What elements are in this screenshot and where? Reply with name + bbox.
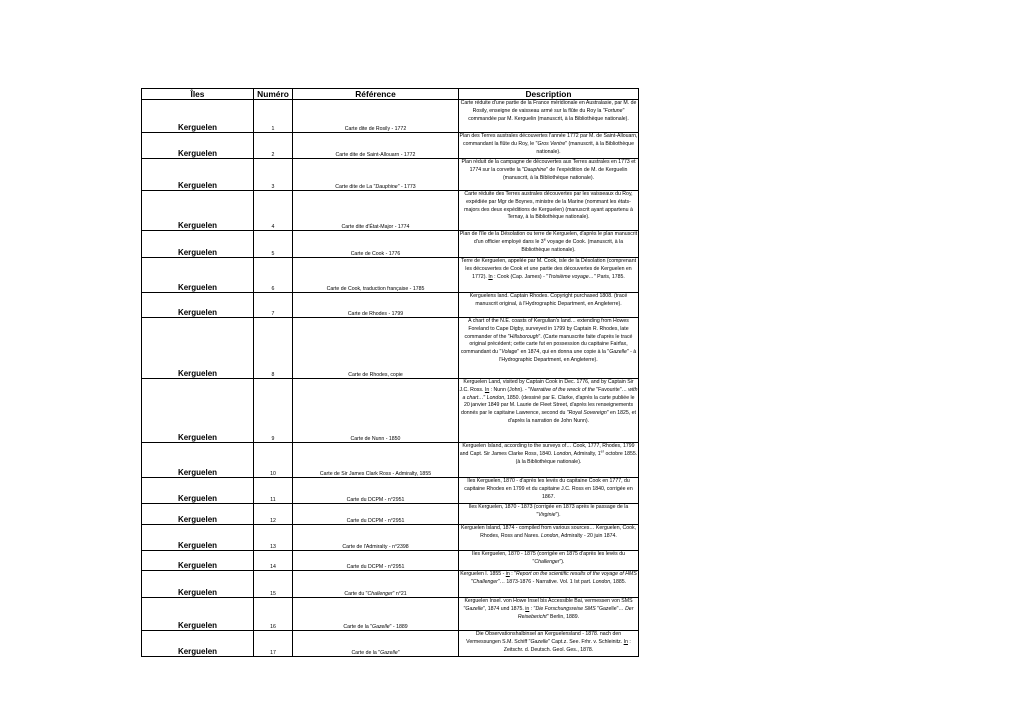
cell-reference: Carte du DCPM - n°2951 [293, 478, 459, 504]
table-row [142, 258, 639, 293]
table-row [142, 443, 639, 478]
cell-ile: Kerguelen [142, 551, 254, 571]
table-row [142, 504, 639, 525]
cell-reference: Carte dite de Rosily - 1772 [293, 100, 459, 133]
cell-reference: Carte de Rhodes - 1799 [293, 293, 459, 318]
cell-reference: Carte du "Challenger" n°21 [293, 571, 459, 598]
cell-reference: Carte du DCPM - n°2951 [293, 551, 459, 571]
header-iles: Îles [142, 89, 254, 100]
header-numero: Numéro [254, 89, 293, 100]
table-row [142, 525, 639, 551]
cell-numero: 8 [254, 318, 293, 379]
cell-ile: Kerguelen [142, 133, 254, 159]
cell-numero: 9 [254, 379, 293, 443]
table-row [142, 379, 639, 443]
cell-description: Plan de l'île de la Désolation ou terre de Kerguelen, d'après le plan manuscrit d'un officier employé dans le 3e voyage de Cook. (manuscrit, à la Bibliothèque nationale). [459, 231, 639, 258]
table-row [142, 231, 639, 258]
header-description: Description [459, 89, 639, 100]
cell-reference: Carte de la "Gazelle" [293, 631, 459, 657]
cell-description: Kerguelen Island, according to the surveys of… Cook, 1777, Rhodes, 1799 and Capt. Sir James Clarke Ross, 1840. London, Admiralty, 1er octobre 1855. (à la Bibliothèque nationale). [459, 443, 639, 478]
table-row [142, 191, 639, 231]
table-row [142, 631, 639, 657]
cell-description: Plan réduit de la campagne de découvertes aux Terres australes en 1773 et 1774 sur la corvette la "Dauphine" de l'expédition de M. de Kerguelin (manuscrit, à la Bibliothèque nationale). [459, 159, 639, 191]
table-row [142, 133, 639, 159]
cell-ile: Kerguelen [142, 504, 254, 525]
header-reference: Référence [293, 89, 459, 100]
cell-ile: Kerguelen [142, 525, 254, 551]
cell-description: Kerguelens land. Captain Rhodes. Copyright purchased 1808. (tracé manuscrit original, à l'Hydrographic Department, en Angleterre). [459, 293, 639, 318]
cell-reference: Carte dite d'État-Major - 1774 [293, 191, 459, 231]
cell-ile: Kerguelen [142, 631, 254, 657]
table-row [142, 100, 639, 133]
table-row [142, 159, 639, 191]
cell-description: Kerguelen Insel. von Howe Insel bis Accessible Bai, vermessen von SMS "Gazelle", 1874 und 1875. in : "Die Forschungsreise SMS "Gazelle"… Der Reisebericht" Berlin, 1889. [459, 598, 639, 631]
cell-description: Îles Kerguelen, 1870 - 1875 (corrigée en 1875 d'après les levés du "Challenger"). [459, 551, 639, 571]
cell-reference: Carte de Cook, traduction française - 1785 [293, 258, 459, 293]
cell-description: Îles Kerguelen, 1870 - d'après les levés du capitaine Cook en 1777, du capitaine Rhodes en 1799 et du capitaine J.C. Ross en 1840, corrigée en 1867. [459, 478, 639, 504]
cell-ile: Kerguelen [142, 191, 254, 231]
cell-ile: Kerguelen [142, 318, 254, 379]
cell-ile: Kerguelen [142, 478, 254, 504]
header-row [142, 89, 639, 100]
cell-description: Carte réduite d'une partie de la France méridionale en Australasie, par M. de Rosily, enseigne de vaisseau armé sur la flûte du Roy la "Fortune" commandée par M. Kerguelin (manuscrit, à la Bibliothèque nationale). [459, 100, 639, 133]
cell-description: Kerguelen I. 1855 - in : "Report on the scientific results of the voyage of HMS "Challenger"… 1873-1876 - Narrative. Vol. 1 Ist part. London, 1885. [459, 571, 639, 598]
cell-numero: 17 [254, 631, 293, 657]
cell-description: Kerguelen Island, 1874 - compiled from various sources… Kerguelen, Cook, Rhodes, Ross and Nares. London, Admiralty - 20 juin 1874. [459, 525, 639, 551]
cell-numero: 6 [254, 258, 293, 293]
cell-reference: Carte de Nunn - 1850 [293, 379, 459, 443]
cell-reference: Carte dite de La "Dauphine" - 1773 [293, 159, 459, 191]
cell-numero: 12 [254, 504, 293, 525]
cell-ile: Kerguelen [142, 598, 254, 631]
cell-reference: Carte de Sir James Clark Ross - Admiralty, 1855 [293, 443, 459, 478]
cell-description: Îles Kerguelen, 1870 - 1873 (corrigée en 1873 après le passage de la "Virginie"). [459, 504, 639, 525]
cell-description: A chart of the N.E. coasts of Kergulian's land… extending from Howes Foreland to Cape Digby, surveyed in 1799 by Captain R. Rhodes, late commander of the "Hillsborough". (Carte manuscrite faite d'après le tracé original précédent; cette carte fut en possession du capitaine Fairfax, commandant du "Volage" en 1874, qui en donna une copie à la "Gazelle" - à l'Hydrographic Department, en Angleterre). [459, 318, 639, 379]
cell-ile: Kerguelen [142, 231, 254, 258]
cell-reference: Carte de la "Gazelle" - 1889 [293, 598, 459, 631]
cell-description: Terre de Kerguelen, appelée par M. Cook, isle de la Désolation (comprenant les découvertes de Cook et une partie des découvertes de Kerguelen en 1772). In : Cook (Cap. James) - "Troisième voyage…" Paris, 1785. [459, 258, 639, 293]
cell-numero: 7 [254, 293, 293, 318]
table-row [142, 551, 639, 571]
cell-description: Die Observationshalbinsel an Kerguelensland - 1878. nach den Vermessungen S.M. Schiff "Gazelle" Capt.z. See. Frhr. v. Schleinitz. In : Zeitschr. d. Deutsch. Geol. Ges., 1878. [459, 631, 639, 657]
cell-numero: 3 [254, 159, 293, 191]
cell-numero: 1 [254, 100, 293, 133]
cell-description: Kerguelen Land, visited by Captain Cook in Dec. 1776, and by Captain Sir J.C. Ross. In : Nunn (John). - "Narrative of the wreck of the "Favourite"… with a chart…" London, 1850. (dessiné par E. Clarke, d'après la carte publiée le 20 janvier 1849 par M. Laurie de Fleet Street, d'après les renseignements donnés par le capitaine Lawrence, second du "Royal Sovereign" en 1825, et d'après la narration de John Nunn). [459, 379, 639, 443]
cell-reference: Carte de l'Admiralty - n°2398 [293, 525, 459, 551]
cell-reference: Carte de Cook - 1776 [293, 231, 459, 258]
table-row [142, 318, 639, 379]
references-table [141, 88, 639, 657]
cell-numero: 2 [254, 133, 293, 159]
cell-reference: Carte du DCPM - n°2951 [293, 504, 459, 525]
table-row [142, 571, 639, 598]
table-row [142, 598, 639, 631]
cell-numero: 11 [254, 478, 293, 504]
cell-numero: 4 [254, 191, 293, 231]
cell-ile: Kerguelen [142, 100, 254, 133]
cell-ile: Kerguelen [142, 293, 254, 318]
table-row [142, 478, 639, 504]
cell-ile: Kerguelen [142, 443, 254, 478]
cell-numero: 5 [254, 231, 293, 258]
cell-reference: Carte de Rhodes, copie [293, 318, 459, 379]
table-row [142, 293, 639, 318]
cell-numero: 10 [254, 443, 293, 478]
cell-ile: Kerguelen [142, 258, 254, 293]
cell-numero: 15 [254, 571, 293, 598]
cell-reference: Carte dite de Saint-Allouarn - 1772 [293, 133, 459, 159]
cell-description: Carte réduite des Terres australes découvertes par les vaisseaux du Roy, expédiée par Mgr de Boynes, ministre de la Marine (nommant les états-majors des deux expéditions de Kerguelen) (manuscrit ayant appartenu à Ternay, à la Bibliothèque nationale). [459, 191, 639, 231]
cell-description: Plan des Terres australes découvertes l'année 1772 par M. de Saint-Allouarn, commandant la flûte du Roy, le "Gros Ventre" (manuscrit, à la Bibliothèque nationale). [459, 133, 639, 159]
cell-ile: Kerguelen [142, 379, 254, 443]
cell-numero: 13 [254, 525, 293, 551]
cell-numero: 16 [254, 598, 293, 631]
cell-ile: Kerguelen [142, 571, 254, 598]
cell-ile: Kerguelen [142, 159, 254, 191]
cell-numero: 14 [254, 551, 293, 571]
